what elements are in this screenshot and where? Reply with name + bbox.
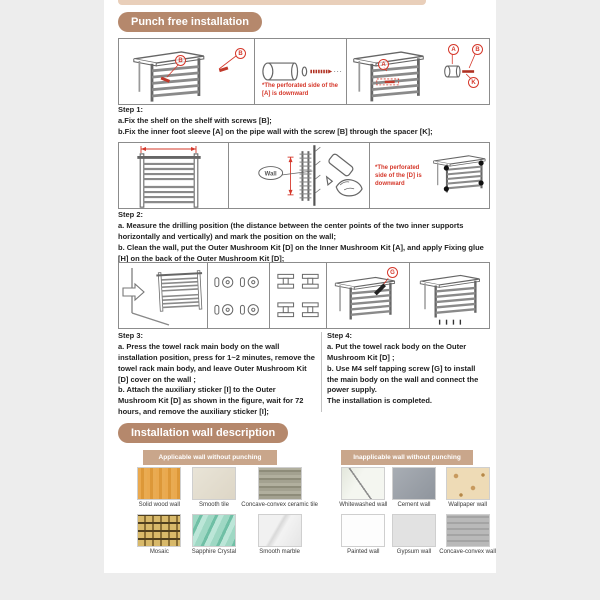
wall-cell bbox=[132, 514, 187, 555]
wall-label: Smooth tile bbox=[198, 502, 229, 508]
label-spacer-K: K bbox=[468, 77, 479, 88]
wall-cell bbox=[241, 467, 318, 508]
wall-label: Solid wood wall bbox=[138, 502, 180, 508]
wall-label: Smooth marble bbox=[259, 549, 300, 555]
sapphire-crystal-swatch bbox=[192, 514, 236, 547]
applicable-wall-grid bbox=[132, 467, 318, 555]
step1-panel-sleeve-detail bbox=[254, 39, 346, 104]
wall-cell bbox=[187, 514, 242, 555]
step1-line-a: a.Fix the shelf on the shelf with screws [B]; bbox=[118, 115, 272, 125]
mosaic-swatch bbox=[137, 514, 181, 547]
step1-panel-shelf-screws bbox=[119, 39, 254, 104]
rack-front-measure-illustration bbox=[119, 143, 228, 208]
wall-cell bbox=[338, 514, 389, 555]
step4-text bbox=[327, 331, 488, 407]
wall-cell bbox=[338, 467, 389, 508]
figure-row-step3-4 bbox=[118, 262, 490, 329]
towel-rack-shelf-illustration bbox=[119, 39, 254, 104]
solid-wood-wall-swatch bbox=[137, 467, 181, 500]
applicable-wall-header: Applicable wall without punching bbox=[143, 450, 277, 465]
wall-label: Cement wall bbox=[397, 502, 431, 508]
label-screw-B: B bbox=[235, 48, 246, 59]
rack-completed-illustration bbox=[410, 263, 489, 328]
label-sleeve-A: A bbox=[448, 44, 459, 55]
wall-cell bbox=[439, 514, 496, 555]
step3-text bbox=[118, 331, 316, 418]
step3-line-a: a. Press the towel rack main body on the wall installation position, press for 1~2 minutes, remove the towel rack main body, and leave Outer Mushroom Kit [D] cover on the wall ; bbox=[118, 341, 315, 384]
figure-row-step2 bbox=[118, 142, 490, 209]
step4-line-b: b. Use M4 self tapping screw [G] to install the main body on the wall and connect the power supply. bbox=[327, 363, 479, 395]
wall-cell bbox=[132, 467, 187, 508]
step3-panel-press-on-wall bbox=[119, 263, 207, 328]
step2-line-a: a. Measure the drilling position (the distance between the center points of the two inner supports horizontally and vertically) and mark the position on the wall; bbox=[118, 220, 464, 241]
inapplicable-wall-header: Inapplicable wall without punching bbox=[341, 450, 473, 465]
note-perforated-side-A: *The perforated side of the [A] is downward bbox=[262, 83, 339, 97]
wall-corner-press-illustration bbox=[119, 263, 207, 328]
step4-line-a: a. Put the towel rack body on the Outer Mushroom Kit [D] ; bbox=[327, 341, 467, 362]
wall-cell bbox=[241, 514, 318, 555]
gypsum-wall-swatch bbox=[392, 514, 436, 547]
concave-convex-wall-swatch bbox=[446, 514, 490, 547]
wall-label: Gypsum wall bbox=[396, 549, 432, 555]
wall-cell bbox=[389, 467, 440, 508]
inapplicable-wall-grid bbox=[338, 467, 496, 555]
step1-panel-sleeve-assembly bbox=[346, 39, 489, 104]
step2-line-b: b. Clean the wall, put the Outer Mushroom Kit [D] on the Inner Mushroom Kit [A], and apply Fixing glue [H] on the back of the Outer Mushroom Kit [D]; bbox=[118, 242, 484, 263]
step3-title: Step 3: bbox=[118, 331, 144, 340]
whitewashed-wall-swatch bbox=[341, 467, 385, 500]
concave-convex-ceramic-tile-swatch bbox=[258, 467, 302, 500]
smooth-tile-swatch bbox=[192, 467, 236, 500]
painted-wall-swatch bbox=[341, 514, 385, 547]
wall-label: Wallpaper wall bbox=[448, 502, 488, 508]
label-screw-B: B bbox=[175, 55, 186, 66]
step1-line-b: b.Fix the inner foot sleeve [A] on the pipe wall with the screw [B] through the spacer [K]; bbox=[118, 126, 433, 136]
wall-label: Concave-convex ceramic tile bbox=[241, 502, 318, 508]
wall-bubble-label: Wall bbox=[264, 171, 277, 178]
wallpaper-wall-swatch bbox=[446, 467, 490, 500]
top-edge-remnant bbox=[118, 0, 426, 5]
step4-line-complete: The installation is completed. bbox=[327, 396, 433, 406]
label-sleeve-A: A bbox=[378, 59, 389, 70]
step2-text bbox=[118, 210, 490, 264]
step3-line-b: b. Attach the auxiliary sticker [I] to the Outer Mushroom Kit [D] as shown in the figure, wait for 72 hours, and remove the auxiliary sticker [I]; bbox=[118, 385, 304, 417]
step4-panel-completed bbox=[409, 263, 489, 328]
wall-label: Concave-convex wall bbox=[439, 549, 496, 555]
mushroom-kit-covers-illustration bbox=[208, 263, 269, 328]
step1-title: Step 1: bbox=[118, 105, 144, 114]
wall-cell bbox=[439, 467, 496, 508]
wall-cell bbox=[187, 467, 242, 508]
step3-panel-kit-covers bbox=[207, 263, 269, 328]
step1-text bbox=[118, 105, 490, 138]
wall-label: Mosaic bbox=[149, 549, 169, 555]
wall-label: Painted wall bbox=[347, 549, 380, 555]
wall-label: Sapphire Crystal bbox=[191, 549, 237, 555]
auxiliary-stickers-illustration bbox=[270, 263, 326, 328]
wall-cell bbox=[389, 514, 440, 555]
step4-panel-tapping-screw bbox=[326, 263, 409, 328]
rack-side-wall-glue-illustration bbox=[229, 143, 369, 208]
cement-wall-swatch bbox=[392, 467, 436, 500]
step2-panel-vertical-measure-glue bbox=[228, 143, 369, 208]
figure-row-step1 bbox=[118, 38, 490, 105]
section-badge-punch-free: Punch free installation bbox=[118, 12, 262, 32]
step2-title: Step 2: bbox=[118, 210, 144, 219]
step-columns-divider bbox=[321, 332, 322, 412]
step3-panel-auxiliary-stickers bbox=[269, 263, 326, 328]
note-perforated-side-D: *The perforated side of the [D] is downward bbox=[375, 165, 422, 187]
step2-panel-horizontal-measure bbox=[119, 143, 228, 208]
wall-label: Whitewashed wall bbox=[339, 502, 388, 508]
label-screw-B: B bbox=[472, 44, 483, 55]
section-badge-wall-description: Installation wall description bbox=[118, 423, 288, 443]
step2-panel-mushroom-kits bbox=[369, 143, 489, 208]
step4-title: Step 4: bbox=[327, 331, 353, 340]
label-screw-G: G bbox=[387, 267, 398, 278]
smooth-marble-swatch bbox=[258, 514, 302, 547]
towel-rack-sleeve-illustration bbox=[347, 39, 489, 104]
